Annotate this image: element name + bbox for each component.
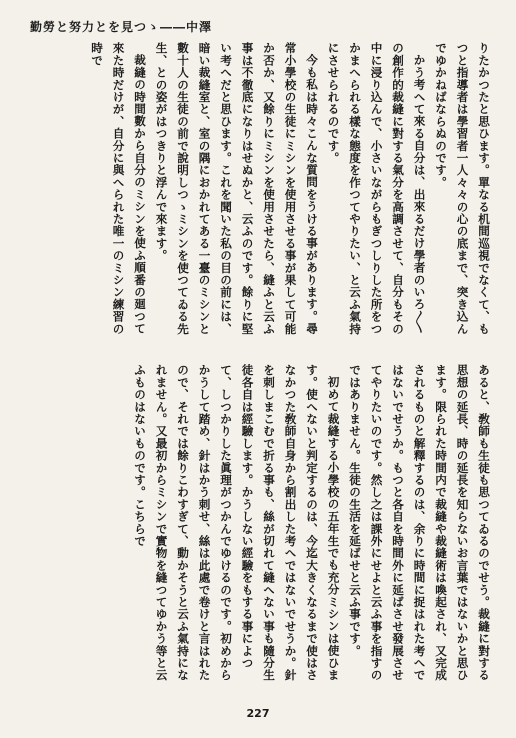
paragraph: かう考へて來る自分は、出來るだけ學者のいろ〳〵の創作的裁縫に對する氣分を高調させて、自分もその中に浸り込んで、小さいながらもぎつしりした所をつかまへられる樣な態度を作つてやりたい、と云ふ氣持にさせられるのです。 [326, 42, 427, 335]
running-head: 勤勞と努力とを見つゝ――中澤 [30, 20, 213, 34]
paragraph: 初めて裁縫する小學校の五年生でも充分ミシンは使ひます。使へないと判定するのは、今迄大きくなるまで使はさなかつた敎師自身から割出した考へではないでせうか。針を刺しまこむで折る事も、絲が切れて縫へない事も隨分生徒各自は經驗します。かうしない經驗をもする事によつて、しつかりした眞理がつかんでゆけるのです。初めからかうして踏め、針はかう刺せ、絲は此處で卷けと言はれたので、それでは餘りこわすぎて、動かそうと云ふ氣持になれません。又最初からミシンで實物を縫つてゆかう等と云ふものはないものです。こちらで [133, 364, 341, 682]
paragraph: あると、敎師も生徒も思つてゐるのでせう。裁縫に對する思想の延長、時の延長を知らないお言葉ではないかと思ひます。限られた時間内で裁縫や裁縫術は喚起され、又完成されるものと解釋するのは、余りに時間に捉はれた考へではないでせうか。もつと各自を時間外に延ばさせ發展させてやりたいのです。然し之は課外にせよと云ふ事を指すのではありません。生徒の生活を延ばせと云ふ事です。 [348, 364, 491, 682]
paragraph: りたかつたと思ひます。單なる机間巡視でなくて、もつと指導者は學習者一人々々の心の底まで、突き込んでゆかねばならぬのです。 [434, 42, 491, 335]
page-number: 227 [246, 707, 270, 720]
text-column-top [22, 42, 494, 344]
paragraph: 裁縫の時間數から自分のミシンを使ふ順番の廻つて來た時だけが、自分に與へられた唯一のミシン練習の時で [90, 42, 147, 335]
paragraph: 今も私は時々こんな質問をうける事があります。尋常小學校の生徒にミシンを使用させる事が果して可能か否か、又餘りにミシンを使用させたら、縫ふと云ふ事は不徹底になりはせぬかと、云ふのです。餘りに堅い考へだと思ひます。これを聞いた私の目の前には、暗い裁縫室と、室の隅におかれてある一臺のミシンと數十人の生徒の前で說明しつゝミシンを使つてゐる先生、との姿がはつきりと浮んで來ます。 [154, 42, 319, 335]
text-column-bottom [22, 364, 494, 682]
